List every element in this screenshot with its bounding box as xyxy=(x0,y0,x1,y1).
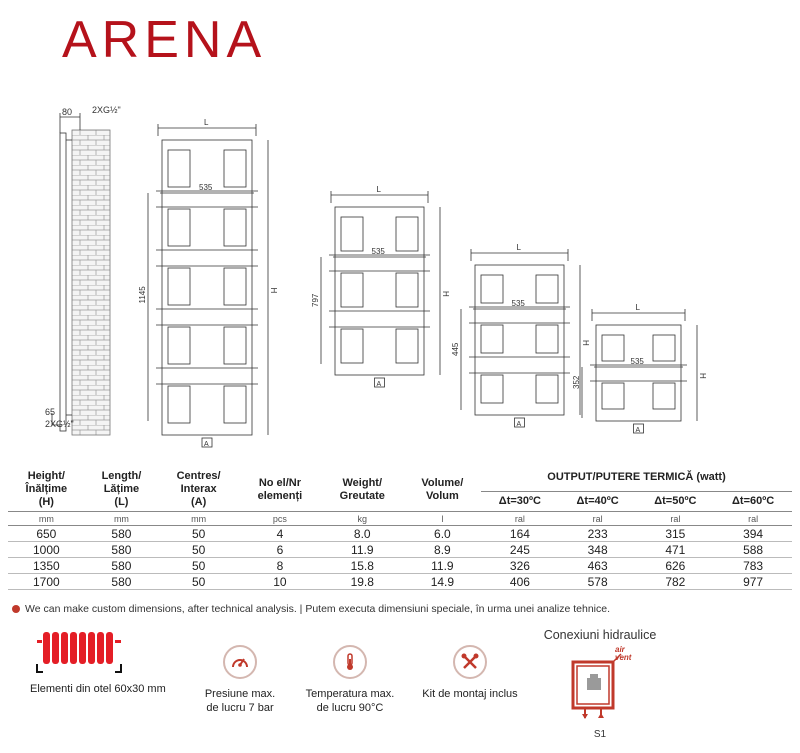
height-label: H xyxy=(441,291,450,297)
table-cell: 580 xyxy=(85,574,159,590)
units-row xyxy=(8,512,792,526)
height-value: 352 xyxy=(572,375,581,389)
width-label: L xyxy=(635,303,640,312)
height-value: 445 xyxy=(451,342,460,356)
centre-mark: A xyxy=(376,381,382,388)
table-cell: 1000 xyxy=(8,542,85,558)
connection-code: S1 xyxy=(593,729,607,740)
feature-temperature-line2: de lucru 90°C xyxy=(316,702,384,714)
side-depth-label: 80 xyxy=(62,107,73,117)
col-dt40: Δt=40ºC xyxy=(576,495,619,508)
feature-pressure-line2: de lucru 7 bar xyxy=(206,702,274,714)
unit-cell: ral xyxy=(636,512,714,526)
col-dt30: Δt=30ºC xyxy=(498,495,541,508)
table-cell: 348 xyxy=(559,542,637,558)
table-cell: 394 xyxy=(714,526,792,542)
unit-cell: ral xyxy=(714,512,792,526)
height-label: H xyxy=(581,340,590,346)
table-row xyxy=(8,558,792,574)
connection-diagram-icon xyxy=(565,644,635,724)
technical-drawing-svg xyxy=(0,95,800,455)
table-cell: 14.9 xyxy=(404,574,481,590)
side-view xyxy=(52,113,110,435)
centres-label: 535 xyxy=(511,299,525,308)
table-row xyxy=(8,542,792,558)
col-centres: Centres/ Interax (A) xyxy=(176,470,221,508)
centres-label: 535 xyxy=(630,357,644,366)
side-offset-label: 65 xyxy=(45,407,56,417)
brand-title: ARENA xyxy=(62,11,267,69)
table-cell: 233 xyxy=(559,526,637,542)
connections-title: Conexiuni hidraulice xyxy=(543,628,657,642)
table-cell: 977 xyxy=(714,574,792,590)
col-volume: Volume/ Volum xyxy=(421,476,464,502)
table-cell: 50 xyxy=(158,558,239,574)
col-dt60: Δt=60ºC xyxy=(732,495,775,508)
table-cell: 580 xyxy=(85,526,159,542)
feature-pressure-line1: Presiune max. xyxy=(204,688,276,700)
custom-dimensions-note xyxy=(12,603,610,615)
table-cell: 471 xyxy=(636,542,714,558)
centres-label: 535 xyxy=(371,247,385,256)
feature-elements-label: Elementi din otel 60x30 mm xyxy=(30,683,166,695)
unit-cell: mm xyxy=(158,512,239,526)
height-value: 1145 xyxy=(138,286,147,304)
table-cell: 8.9 xyxy=(404,542,481,558)
pressure-icon xyxy=(223,645,257,679)
bullet-icon xyxy=(12,605,20,613)
table-cell: 10 xyxy=(239,574,321,590)
hydraulic-connections xyxy=(530,628,670,740)
table-row xyxy=(8,574,792,590)
side-top-connection: 2XG½" xyxy=(92,105,121,115)
centre-mark: A xyxy=(516,421,522,428)
table-cell: 15.8 xyxy=(321,558,404,574)
thermometer-icon xyxy=(333,645,367,679)
table-cell: 245 xyxy=(481,542,559,558)
table-cell: 50 xyxy=(158,542,239,558)
air-vent-label-2: vent xyxy=(615,653,632,662)
unit-cell: ral xyxy=(481,512,559,526)
table-cell: 406 xyxy=(481,574,559,590)
col-length: Length/ Lățime (L) xyxy=(101,470,142,508)
col-elements: No el/Nr elemenți xyxy=(257,476,303,502)
table-cell: 580 xyxy=(85,542,159,558)
table-cell: 1700 xyxy=(8,574,85,590)
table-cell: 588 xyxy=(714,542,792,558)
col-height: Height/ Înălțime (H) xyxy=(25,470,68,508)
table-cell: 50 xyxy=(158,526,239,542)
table-cell: 8 xyxy=(239,558,321,574)
front-view xyxy=(582,309,697,433)
unit-cell: mm xyxy=(85,512,159,526)
table-cell: 6 xyxy=(239,542,321,558)
height-value: 797 xyxy=(311,293,320,307)
feature-kit xyxy=(410,645,530,701)
unit-cell: ral xyxy=(559,512,637,526)
table-cell: 50 xyxy=(158,574,239,590)
width-label: L xyxy=(204,118,209,127)
table-cell: 782 xyxy=(636,574,714,590)
radiator-icon xyxy=(35,626,125,674)
table-cell: 19.8 xyxy=(321,574,404,590)
col-output-group: OUTPUT/PUTERE TERMICĂ (watt) xyxy=(481,468,792,492)
centres-label: 535 xyxy=(199,183,213,192)
table-cell: 580 xyxy=(85,558,159,574)
tools-icon xyxy=(453,645,487,679)
unit-cell: l xyxy=(404,512,481,526)
col-dt50: Δt=50ºC xyxy=(654,495,697,508)
feature-elements xyxy=(30,626,180,696)
table-cell: 626 xyxy=(636,558,714,574)
table-cell: 6.0 xyxy=(404,526,481,542)
centre-mark: A xyxy=(204,441,209,448)
front-view xyxy=(461,249,580,427)
table-cell: 578 xyxy=(559,574,637,590)
side-bottom-connection: 2XG½" xyxy=(45,419,74,429)
feature-pressure xyxy=(190,645,290,715)
width-label: L xyxy=(516,243,521,252)
table-cell: 463 xyxy=(559,558,637,574)
table-cell: 326 xyxy=(481,558,559,574)
feature-kit-label: Kit de montaj inclus xyxy=(422,688,518,700)
feature-temperature-line1: Temperatura max. xyxy=(305,688,395,700)
table-cell: 650 xyxy=(8,526,85,542)
table-cell: 315 xyxy=(636,526,714,542)
height-label: H xyxy=(698,373,707,379)
note-text: We can make custom dimensions, after technical analysis. | Putem executa dimensiuni speciale, în urma unei analize tehnice. xyxy=(25,603,610,615)
technical-drawing xyxy=(0,95,800,455)
unit-cell: pcs xyxy=(239,512,321,526)
width-label: L xyxy=(376,185,381,194)
table-cell: 164 xyxy=(481,526,559,542)
unit-cell: kg xyxy=(321,512,404,526)
col-weight: Weight/ Greutate xyxy=(339,476,385,502)
height-label: H xyxy=(269,287,278,294)
air-vent-label: air xyxy=(615,645,625,654)
table-cell: 783 xyxy=(714,558,792,574)
table-row xyxy=(8,526,792,542)
front-views xyxy=(138,118,707,448)
table-cell: 11.9 xyxy=(321,542,404,558)
table-cell: 8.0 xyxy=(321,526,404,542)
centre-mark: A xyxy=(635,427,641,434)
front-view xyxy=(148,124,268,447)
unit-cell: mm xyxy=(8,512,85,526)
feature-temperature xyxy=(295,645,405,715)
specs-table xyxy=(8,468,792,590)
table-cell: 1350 xyxy=(8,558,85,574)
front-view xyxy=(321,191,440,387)
table-cell: 4 xyxy=(239,526,321,542)
table-cell: 11.9 xyxy=(404,558,481,574)
